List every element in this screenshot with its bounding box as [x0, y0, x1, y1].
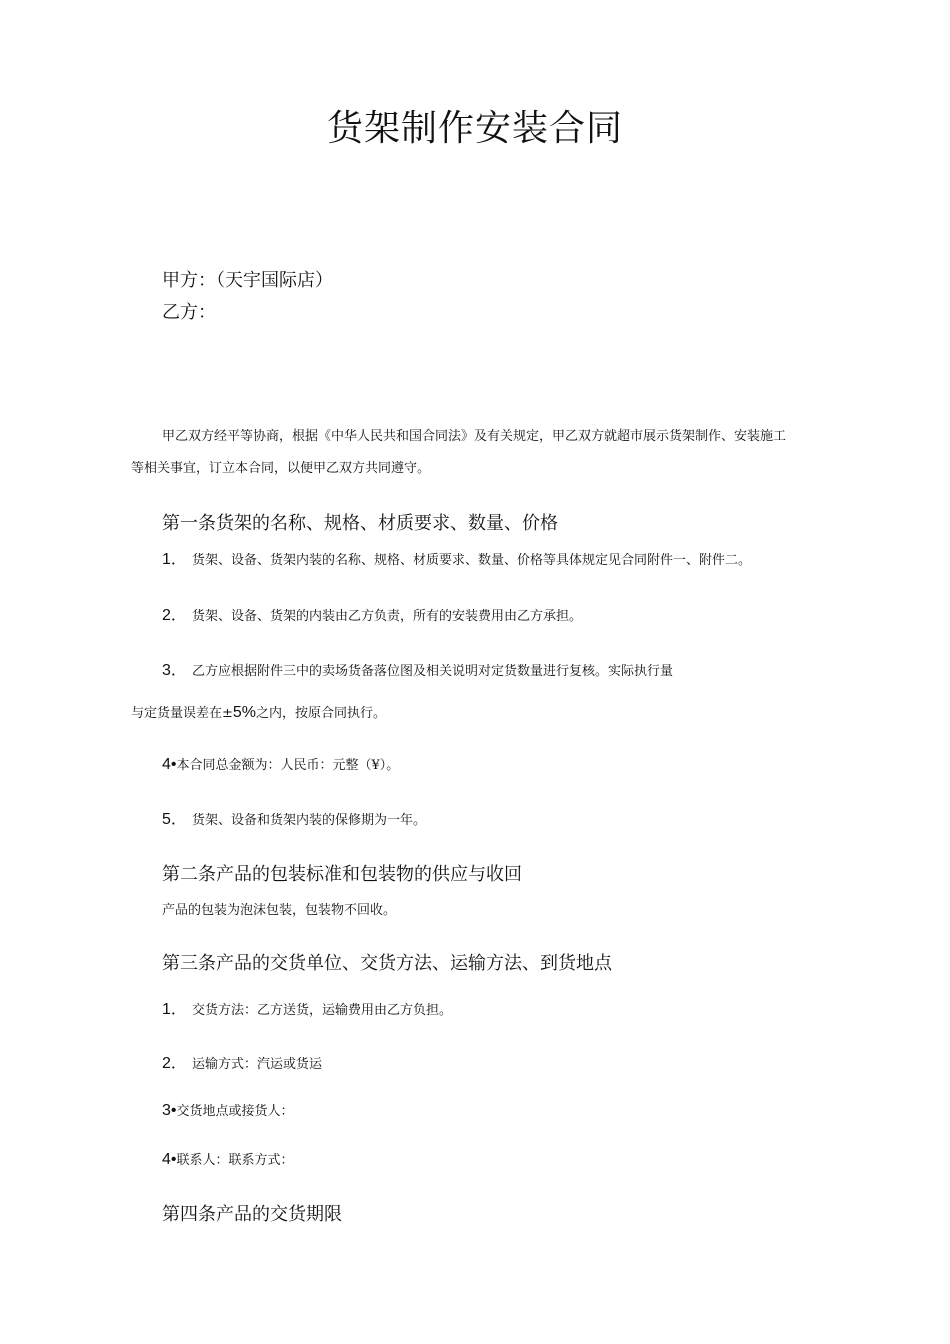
item-text: 货架、设备、货架的内装由乙方负责，所有的安装费用由乙方承担。 — [192, 609, 583, 624]
item-text: 本合同总金额为：人民币：元整（¥）。 — [176, 758, 400, 773]
item-text: 运输方式：汽运或货运 — [192, 1057, 323, 1072]
intro-line-2: 等相关事宜，订立本合同，以便甲乙双方共同遵守。 — [131, 461, 431, 476]
article-3-heading: 第三条产品的交货单位、交货方法、运输方法、到货地点 — [162, 953, 612, 974]
article-1-item-3 — [162, 657, 673, 680]
article-2-text: 产品的包装为泡沫包装，包装物不回收。 — [162, 903, 397, 918]
item-number: 2． — [162, 1055, 187, 1072]
article-4-heading: 第四条产品的交货期限 — [162, 1204, 342, 1225]
tolerance-percent: 5% — [232, 704, 257, 721]
item-number: 5． — [162, 811, 187, 828]
item-number: 4• — [162, 1151, 177, 1168]
item-number: 4• — [162, 756, 177, 773]
item-text: 交货地点或接货人： — [176, 1104, 294, 1119]
article-3-item-3 — [162, 1100, 294, 1120]
article-3-item-4 — [162, 1149, 294, 1169]
intro-line-1: 甲乙双方经平等协商，根据《中华人民共和国合同法》及有关规定，甲乙双方就超市展示货架制作、安装施工 — [162, 429, 787, 444]
item-text: 之内，按原合同执行。 — [256, 706, 387, 721]
item-number: 1． — [162, 1001, 187, 1018]
item-text: 与定货量误差在± — [131, 706, 233, 721]
article-2-heading: 第二条产品的包装标准和包装物的供应与收回 — [162, 864, 522, 885]
article-1-heading: 第一条货架的名称、规格、材质要求、数量、价格 — [162, 513, 558, 534]
item-text: 货架、设备、货架内装的名称、规格、材质要求、数量、价格等具体规定见合同附件一、附件二。 — [192, 553, 752, 568]
item-text: 联系人：联系方式： — [176, 1153, 294, 1168]
article-1-item-3-continued — [131, 702, 386, 722]
article-3-item-1 — [162, 996, 452, 1019]
article-1-item-1 — [162, 546, 751, 569]
item-number: 2． — [162, 607, 187, 624]
article-1-item-2 — [162, 602, 582, 625]
item-text: 乙方应根据附件三中的卖场货备落位图及相关说明对定货数量进行复核。实际执行量 — [192, 664, 674, 679]
item-text: 货架、设备和货架内装的保修期为一年。 — [192, 813, 427, 828]
article-3-item-2 — [162, 1050, 322, 1073]
item-number: 3• — [162, 1102, 177, 1119]
item-number: 3． — [162, 662, 187, 679]
item-text: 交货方法：乙方送货，运输费用由乙方负担。 — [192, 1003, 453, 1018]
party-b: 乙方： — [162, 302, 216, 323]
party-a: 甲方：（天宇国际店） — [162, 270, 333, 291]
document-title: 货架制作安装合同 — [326, 108, 623, 149]
article-1-item-4 — [162, 754, 399, 774]
article-1-item-5 — [162, 806, 426, 829]
item-number: 1． — [162, 551, 187, 568]
